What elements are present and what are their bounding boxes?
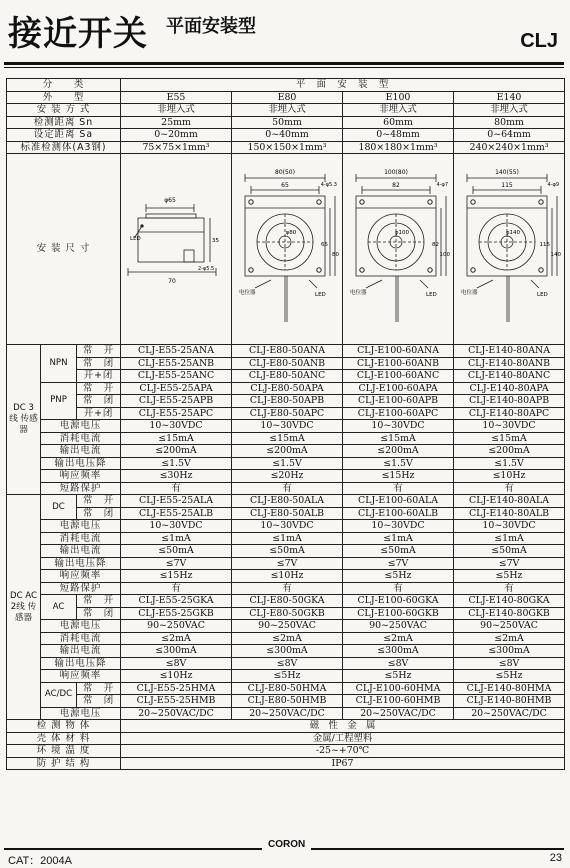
common-row bbox=[7, 720, 565, 733]
spec-value-cell: ≤7V bbox=[121, 557, 232, 570]
width-inner-label: 115 bbox=[501, 182, 513, 189]
e100-diagram bbox=[346, 156, 450, 342]
ac2-ac-row bbox=[7, 607, 565, 620]
model-number-cell: CLJ-E55-25APA bbox=[121, 382, 232, 395]
spec-value-cell: ≤15mA bbox=[232, 432, 343, 445]
model-number-cell: CLJ-E100-60ANC bbox=[343, 370, 454, 383]
common-value: IP67 bbox=[121, 757, 565, 770]
page-number: 23 bbox=[549, 852, 562, 864]
model-number-cell: CLJ-E80-50ANC bbox=[232, 370, 343, 383]
model-number-cell: CLJ-E55-25APB bbox=[121, 395, 232, 408]
spec-value-cell: ≤1.5V bbox=[454, 457, 565, 470]
ac-label: AC bbox=[41, 595, 77, 620]
spec-value-cell: ≤1.5V bbox=[343, 457, 454, 470]
common-label: 环 境 温 度 bbox=[7, 745, 121, 758]
mount-cell: 非埋入式 bbox=[232, 104, 343, 117]
ac2-spec-row bbox=[7, 707, 565, 720]
spec-value-cell: 10~30VDC bbox=[121, 420, 232, 433]
footer-brand: CORON bbox=[262, 839, 311, 850]
spec-label: 响应频率 bbox=[41, 670, 121, 683]
model-number-cell: CLJ-E100-60APA bbox=[343, 382, 454, 395]
sa-label: 设定距离 Sa bbox=[7, 129, 121, 142]
e140-diagram bbox=[457, 156, 561, 342]
spec-label: 电源电压 bbox=[41, 420, 121, 433]
model-number-cell: CLJ-E80-50GKB bbox=[232, 607, 343, 620]
spec-value-cell: ≤1mA bbox=[232, 532, 343, 545]
model-number-cell: CLJ-E80-50ANA bbox=[232, 345, 343, 358]
height-inner-label: 115 bbox=[539, 242, 551, 248]
spec-value-cell: 90~250VAC bbox=[343, 620, 454, 633]
mount-row bbox=[7, 104, 565, 117]
sa-row bbox=[7, 129, 565, 142]
spec-value-cell: ≤300mA bbox=[343, 645, 454, 658]
series-code: CLJ bbox=[520, 30, 558, 52]
height-outer-label: 140 bbox=[550, 252, 562, 258]
model-number-cell: CLJ-E80-50HMB bbox=[232, 695, 343, 708]
std-cell: 75×75×1mm³ bbox=[121, 141, 232, 154]
height-label: 35 bbox=[212, 238, 220, 244]
dc3-spec-row bbox=[7, 457, 565, 470]
ac2-spec-row bbox=[7, 645, 565, 658]
mode-label: 常 开 bbox=[77, 595, 121, 608]
spec-value-cell: 10~30VDC bbox=[454, 520, 565, 533]
model-number-cell: CLJ-E140-80HMA bbox=[454, 682, 565, 695]
spec-value-cell: 10~30VDC bbox=[343, 420, 454, 433]
spec-label: 消耗电流 bbox=[41, 532, 121, 545]
spec-value-cell: ≤1.5V bbox=[121, 457, 232, 470]
model-number-cell: CLJ-E55-25GKB bbox=[121, 607, 232, 620]
spec-value-cell: ≤300mA bbox=[121, 645, 232, 658]
sa-cell: 0~20mm bbox=[121, 129, 232, 142]
spec-value-cell: ≤2mA bbox=[343, 632, 454, 645]
model-number-cell: CLJ-E80-50HMA bbox=[232, 682, 343, 695]
spec-value-cell: ≤5Hz bbox=[232, 670, 343, 683]
spec-value-cell: ≤15Hz bbox=[343, 470, 454, 483]
page-subtitle: 平面安装型 bbox=[166, 16, 256, 37]
model-number-cell: CLJ-E55-25ANB bbox=[121, 357, 232, 370]
model-number-cell: CLJ-E100-60ALB bbox=[343, 507, 454, 520]
model-number-cell: CLJ-E140-80HMB bbox=[454, 695, 565, 708]
model-number-cell: CLJ-E80-50ANB bbox=[232, 357, 343, 370]
spec-value-cell: 90~250VAC bbox=[121, 620, 232, 633]
std-cell: 150×150×1mm³ bbox=[232, 141, 343, 154]
spec-value-cell: ≤300mA bbox=[232, 645, 343, 658]
led-label: LED bbox=[537, 292, 548, 298]
mode-label: 常 开 bbox=[77, 382, 121, 395]
spec-value-cell: 20~250VAC/DC bbox=[454, 707, 565, 720]
spec-value-cell: 20~250VAC/DC bbox=[343, 707, 454, 720]
model-number-cell: CLJ-E140-80ANA bbox=[454, 345, 565, 358]
spec-value-cell: 10~30VDC bbox=[454, 420, 565, 433]
ac2-spec-row bbox=[7, 520, 565, 533]
ac2-acdc-row bbox=[7, 695, 565, 708]
dc3-npn-row bbox=[7, 370, 565, 383]
model-number-cell: CLJ-E100-60HMA bbox=[343, 682, 454, 695]
model-number-cell: CLJ-E55-25ALA bbox=[121, 495, 232, 508]
page-title: 接近开关 bbox=[8, 14, 148, 54]
spec-value-cell: ≤50mA bbox=[343, 545, 454, 558]
ac2-group-label: DC AC 2线 传感器 bbox=[7, 495, 41, 720]
header-rule bbox=[4, 62, 564, 65]
width-outer-label: 80(50) bbox=[275, 169, 295, 176]
model-number-cell: CLJ-E100-60APC bbox=[343, 407, 454, 420]
spec-value-cell: ≤10Hz bbox=[121, 670, 232, 683]
model-number-cell: CLJ-E100-60ANB bbox=[343, 357, 454, 370]
diameter-label: φ100 bbox=[394, 230, 410, 236]
category-label: 分 类 bbox=[7, 79, 121, 92]
model-cell: E55 bbox=[121, 91, 232, 104]
spec-value-cell: ≤2mA bbox=[121, 632, 232, 645]
hole-label: 4-φ5.3 bbox=[320, 182, 338, 188]
dc3-pnp-row bbox=[7, 407, 565, 420]
spec-value-cell: 有 bbox=[232, 482, 343, 495]
dc3-pnp-row bbox=[7, 382, 565, 395]
e80-diagram bbox=[235, 156, 339, 342]
height-outer-label: 80 bbox=[332, 252, 340, 258]
spec-value-cell: ≤50mA bbox=[454, 545, 565, 558]
ac2-spec-row bbox=[7, 570, 565, 583]
model-number-cell: CLJ-E140-80APC bbox=[454, 407, 565, 420]
model-number-cell: CLJ-E80-50APA bbox=[232, 382, 343, 395]
spec-value-cell: ≤8V bbox=[232, 657, 343, 670]
spec-label: 输出电压降 bbox=[41, 557, 121, 570]
model-number-cell: CLJ-E55-25ALB bbox=[121, 507, 232, 520]
model-label: 外 型 bbox=[7, 91, 121, 104]
spec-value-cell: 10~30VDC bbox=[232, 520, 343, 533]
model-number-cell: CLJ-E80-50APB bbox=[232, 395, 343, 408]
model-number-cell: CLJ-E100-60GKB bbox=[343, 607, 454, 620]
std-cell: 240×240×1mm³ bbox=[454, 141, 565, 154]
spec-value-cell: ≤20Hz bbox=[232, 470, 343, 483]
common-value: 金属/工程塑料 bbox=[121, 732, 565, 745]
sa-cell: 0~64mm bbox=[454, 129, 565, 142]
width-inner-label: 65 bbox=[281, 182, 289, 189]
spec-value-cell: ≤15mA bbox=[343, 432, 454, 445]
ac2-dc-row bbox=[7, 507, 565, 520]
model-number-cell: CLJ-E55-25ANC bbox=[121, 370, 232, 383]
dc3-spec-row bbox=[7, 482, 565, 495]
catalog-number: CAT：2004A bbox=[8, 855, 72, 867]
dc3-spec-row bbox=[7, 432, 565, 445]
width-inner-label: 82 bbox=[392, 182, 400, 189]
spec-value-cell: 有 bbox=[121, 482, 232, 495]
spec-value-cell: ≤10Hz bbox=[454, 470, 565, 483]
pnp-label: PNP bbox=[41, 382, 77, 420]
category-value: 平 面 安 装 型 bbox=[121, 79, 565, 92]
mode-label: 常 开 bbox=[77, 345, 121, 358]
spec-value-cell: ≤7V bbox=[343, 557, 454, 570]
ac2-ac-row bbox=[7, 595, 565, 608]
hole-label: 4-φ7 bbox=[436, 182, 449, 188]
ac2-spec-row bbox=[7, 632, 565, 645]
spec-value-cell: 90~250VAC bbox=[454, 620, 565, 633]
model-number-cell: CLJ-E140-80APB bbox=[454, 395, 565, 408]
diameter-label: φ80 bbox=[285, 230, 297, 236]
common-row bbox=[7, 757, 565, 770]
spec-value-cell: ≤30Hz bbox=[121, 470, 232, 483]
spec-value-cell: 有 bbox=[121, 582, 232, 595]
sn-cell: 25mm bbox=[121, 116, 232, 129]
ac2-spec-row bbox=[7, 657, 565, 670]
mode-label: 开+闭 bbox=[77, 370, 121, 383]
mount-label: 安 装 方 式 bbox=[7, 104, 121, 117]
mode-label: 常 闭 bbox=[77, 395, 121, 408]
spec-label: 电源电压 bbox=[41, 707, 121, 720]
spec-value-cell: ≤1.5V bbox=[232, 457, 343, 470]
common-row bbox=[7, 745, 565, 758]
model-number-cell: CLJ-E55-25ANA bbox=[121, 345, 232, 358]
spec-value-cell: ≤200mA bbox=[232, 445, 343, 458]
spec-value-cell: 有 bbox=[343, 582, 454, 595]
model-number-cell: CLJ-E140-80GKA bbox=[454, 595, 565, 608]
led-label: LED bbox=[130, 236, 141, 242]
drawing-e140 bbox=[454, 154, 565, 345]
spec-label: 响应频率 bbox=[41, 570, 121, 583]
sa-cell: 0~40mm bbox=[232, 129, 343, 142]
model-number-cell: CLJ-E140-80ALB bbox=[454, 507, 565, 520]
spec-value-cell: ≤1mA bbox=[121, 532, 232, 545]
potentiometer-label: 电位器 bbox=[350, 290, 367, 296]
spec-value-cell: 有 bbox=[232, 582, 343, 595]
led-label: LED bbox=[426, 292, 437, 298]
acdc-label: AC/DC bbox=[41, 682, 77, 707]
model-cell: E80 bbox=[232, 91, 343, 104]
model-number-cell: CLJ-E55-25APC bbox=[121, 407, 232, 420]
dc3-spec-row bbox=[7, 470, 565, 483]
spec-table bbox=[6, 78, 565, 770]
spec-value-cell: 有 bbox=[454, 482, 565, 495]
spec-value-cell: ≤2mA bbox=[454, 632, 565, 645]
model-number-cell: CLJ-E80-50ALB bbox=[232, 507, 343, 520]
spec-label: 响应频率 bbox=[41, 470, 121, 483]
potentiometer-label: 电位器 bbox=[461, 290, 478, 296]
common-label: 防 护 结 构 bbox=[7, 757, 121, 770]
spec-value-cell: 10~30VDC bbox=[232, 420, 343, 433]
model-number-cell: CLJ-E100-60APB bbox=[343, 395, 454, 408]
dc3-npn-row bbox=[7, 345, 565, 358]
std-row bbox=[7, 141, 565, 154]
spec-value-cell: ≤15mA bbox=[121, 432, 232, 445]
spec-value-cell: 20~250VAC/DC bbox=[121, 707, 232, 720]
model-number-cell: CLJ-E55-25GKA bbox=[121, 595, 232, 608]
model-number-cell: CLJ-E100-60HMB bbox=[343, 695, 454, 708]
common-label: 壳 体 材 料 bbox=[7, 732, 121, 745]
spec-label: 短路保护 bbox=[41, 482, 121, 495]
model-cell: E140 bbox=[454, 91, 565, 104]
hole-label: 2-φ5.5 bbox=[198, 266, 215, 272]
spec-value-cell: 有 bbox=[343, 482, 454, 495]
spec-value-cell: ≤200mA bbox=[454, 445, 565, 458]
mount-cell: 非埋入式 bbox=[121, 104, 232, 117]
spec-label: 输出电流 bbox=[41, 445, 121, 458]
sn-label: 检测距离 Sn bbox=[7, 116, 121, 129]
common-row bbox=[7, 732, 565, 745]
ac2-dc-row bbox=[7, 495, 565, 508]
width-label: 70 bbox=[168, 278, 176, 285]
spec-value-cell: ≤7V bbox=[454, 557, 565, 570]
spec-value-cell: ≤50mA bbox=[232, 545, 343, 558]
mode-label: 常 闭 bbox=[77, 357, 121, 370]
model-number-cell: CLJ-E140-80ANB bbox=[454, 357, 565, 370]
ac2-spec-row bbox=[7, 545, 565, 558]
model-row bbox=[7, 91, 565, 104]
spec-value-cell: ≤8V bbox=[121, 657, 232, 670]
height-inner-label: 65 bbox=[321, 242, 329, 248]
spec-label: 消耗电流 bbox=[41, 432, 121, 445]
common-value: -25~+70℃ bbox=[121, 745, 565, 758]
spec-value-cell: 有 bbox=[454, 582, 565, 595]
mode-label: 开+闭 bbox=[77, 407, 121, 420]
spec-value-cell: ≤5Hz bbox=[343, 570, 454, 583]
spec-value-cell: 10~30VDC bbox=[121, 520, 232, 533]
spec-value-cell: ≤1mA bbox=[454, 532, 565, 545]
model-number-cell: CLJ-E140-80ALA bbox=[454, 495, 565, 508]
spec-value-cell: ≤2mA bbox=[232, 632, 343, 645]
spec-value-cell: ≤8V bbox=[343, 657, 454, 670]
dc3-spec-row bbox=[7, 420, 565, 433]
dc3-pnp-row bbox=[7, 395, 565, 408]
dc3-group-label: DC 3线 传感器 bbox=[7, 345, 41, 495]
mode-label: 常 闭 bbox=[77, 695, 121, 708]
sa-cell: 0~48mm bbox=[343, 129, 454, 142]
spec-label: 输出电流 bbox=[41, 545, 121, 558]
height-outer-label: 100 bbox=[439, 252, 451, 258]
diameter-label: φ65 bbox=[164, 197, 176, 204]
drawing-e100 bbox=[343, 154, 454, 345]
spec-value-cell: ≤8V bbox=[454, 657, 565, 670]
width-outer-label: 100(80) bbox=[384, 169, 408, 176]
ac2-spec-row bbox=[7, 582, 565, 595]
mode-label: 常 开 bbox=[77, 495, 121, 508]
sn-cell: 80mm bbox=[454, 116, 565, 129]
spec-label: 输出电流 bbox=[41, 645, 121, 658]
dc3-spec-row bbox=[7, 445, 565, 458]
model-number-cell: CLJ-E55-25HMB bbox=[121, 695, 232, 708]
header-rule-thin bbox=[4, 67, 564, 68]
spec-label: 电源电压 bbox=[41, 620, 121, 633]
spec-value-cell: ≤200mA bbox=[121, 445, 232, 458]
mode-label: 常 闭 bbox=[77, 507, 121, 520]
common-value: 磁 性 金 属 bbox=[121, 720, 565, 733]
dc3-npn-row bbox=[7, 357, 565, 370]
model-number-cell: CLJ-E140-80APA bbox=[454, 382, 565, 395]
ac2-spec-row bbox=[7, 557, 565, 570]
mount-cell: 非埋入式 bbox=[454, 104, 565, 117]
ac2-spec-row bbox=[7, 620, 565, 633]
spec-label: 短路保护 bbox=[41, 582, 121, 595]
model-number-cell: CLJ-E55-25HMA bbox=[121, 682, 232, 695]
spec-value-cell: ≤5Hz bbox=[343, 670, 454, 683]
led-label: LED bbox=[315, 292, 326, 298]
category-row bbox=[7, 79, 565, 92]
spec-value-cell: ≤1mA bbox=[343, 532, 454, 545]
spec-label: 消耗电流 bbox=[41, 632, 121, 645]
spec-value-cell: ≤200mA bbox=[343, 445, 454, 458]
ac2-spec-row bbox=[7, 670, 565, 683]
sn-row bbox=[7, 116, 565, 129]
mode-label: 常 闭 bbox=[77, 607, 121, 620]
ac2-acdc-row bbox=[7, 682, 565, 695]
model-number-cell: CLJ-E140-80GKB bbox=[454, 607, 565, 620]
common-label: 检 测 物 体 bbox=[7, 720, 121, 733]
spec-label: 电源电压 bbox=[41, 520, 121, 533]
install-drawing-row bbox=[7, 154, 565, 345]
spec-value-cell: ≤15Hz bbox=[121, 570, 232, 583]
ac2-spec-row bbox=[7, 532, 565, 545]
spec-label: 输出电压降 bbox=[41, 457, 121, 470]
height-inner-label: 82 bbox=[432, 242, 440, 248]
mode-label: 常 开 bbox=[77, 682, 121, 695]
drawing-e55 bbox=[121, 154, 232, 345]
spec-value-cell: ≤5Hz bbox=[454, 670, 565, 683]
hole-label: 4-φ9 bbox=[547, 182, 560, 188]
std-cell: 180×180×1mm³ bbox=[343, 141, 454, 154]
model-number-cell: CLJ-E100-60ANA bbox=[343, 345, 454, 358]
width-outer-label: 140(55) bbox=[495, 169, 519, 176]
spec-value-cell: ≤5Hz bbox=[454, 570, 565, 583]
model-number-cell: CLJ-E100-60GKA bbox=[343, 595, 454, 608]
e55-diagram bbox=[124, 156, 228, 342]
model-number-cell: CLJ-E80-50GKA bbox=[232, 595, 343, 608]
dc-label: DC bbox=[41, 495, 77, 520]
mount-cell: 非埋入式 bbox=[343, 104, 454, 117]
npn-label: NPN bbox=[41, 345, 77, 383]
spec-value-cell: ≤15mA bbox=[454, 432, 565, 445]
model-number-cell: CLJ-E80-50APC bbox=[232, 407, 343, 420]
spec-value-cell: ≤10Hz bbox=[232, 570, 343, 583]
spec-value-cell: ≤7V bbox=[232, 557, 343, 570]
std-label: 标准检测体(A3钢) bbox=[7, 141, 121, 154]
sn-cell: 60mm bbox=[343, 116, 454, 129]
potentiometer-label: 电位器 bbox=[239, 290, 256, 296]
spec-value-cell: 20~250VAC/DC bbox=[232, 707, 343, 720]
model-cell: E100 bbox=[343, 91, 454, 104]
spec-value-cell: 90~250VAC bbox=[232, 620, 343, 633]
sn-cell: 50mm bbox=[232, 116, 343, 129]
model-number-cell: CLJ-E100-60ALA bbox=[343, 495, 454, 508]
install-label: 安 装 尺 寸 bbox=[7, 154, 121, 345]
model-number-cell: CLJ-E80-50ALA bbox=[232, 495, 343, 508]
model-number-cell: CLJ-E140-80ANC bbox=[454, 370, 565, 383]
spec-label: 输出电压降 bbox=[41, 657, 121, 670]
spec-value-cell: ≤300mA bbox=[454, 645, 565, 658]
diameter-label: φ140 bbox=[505, 230, 521, 236]
drawing-e80 bbox=[232, 154, 343, 345]
spec-value-cell: ≤50mA bbox=[121, 545, 232, 558]
spec-value-cell: 10~30VDC bbox=[343, 520, 454, 533]
